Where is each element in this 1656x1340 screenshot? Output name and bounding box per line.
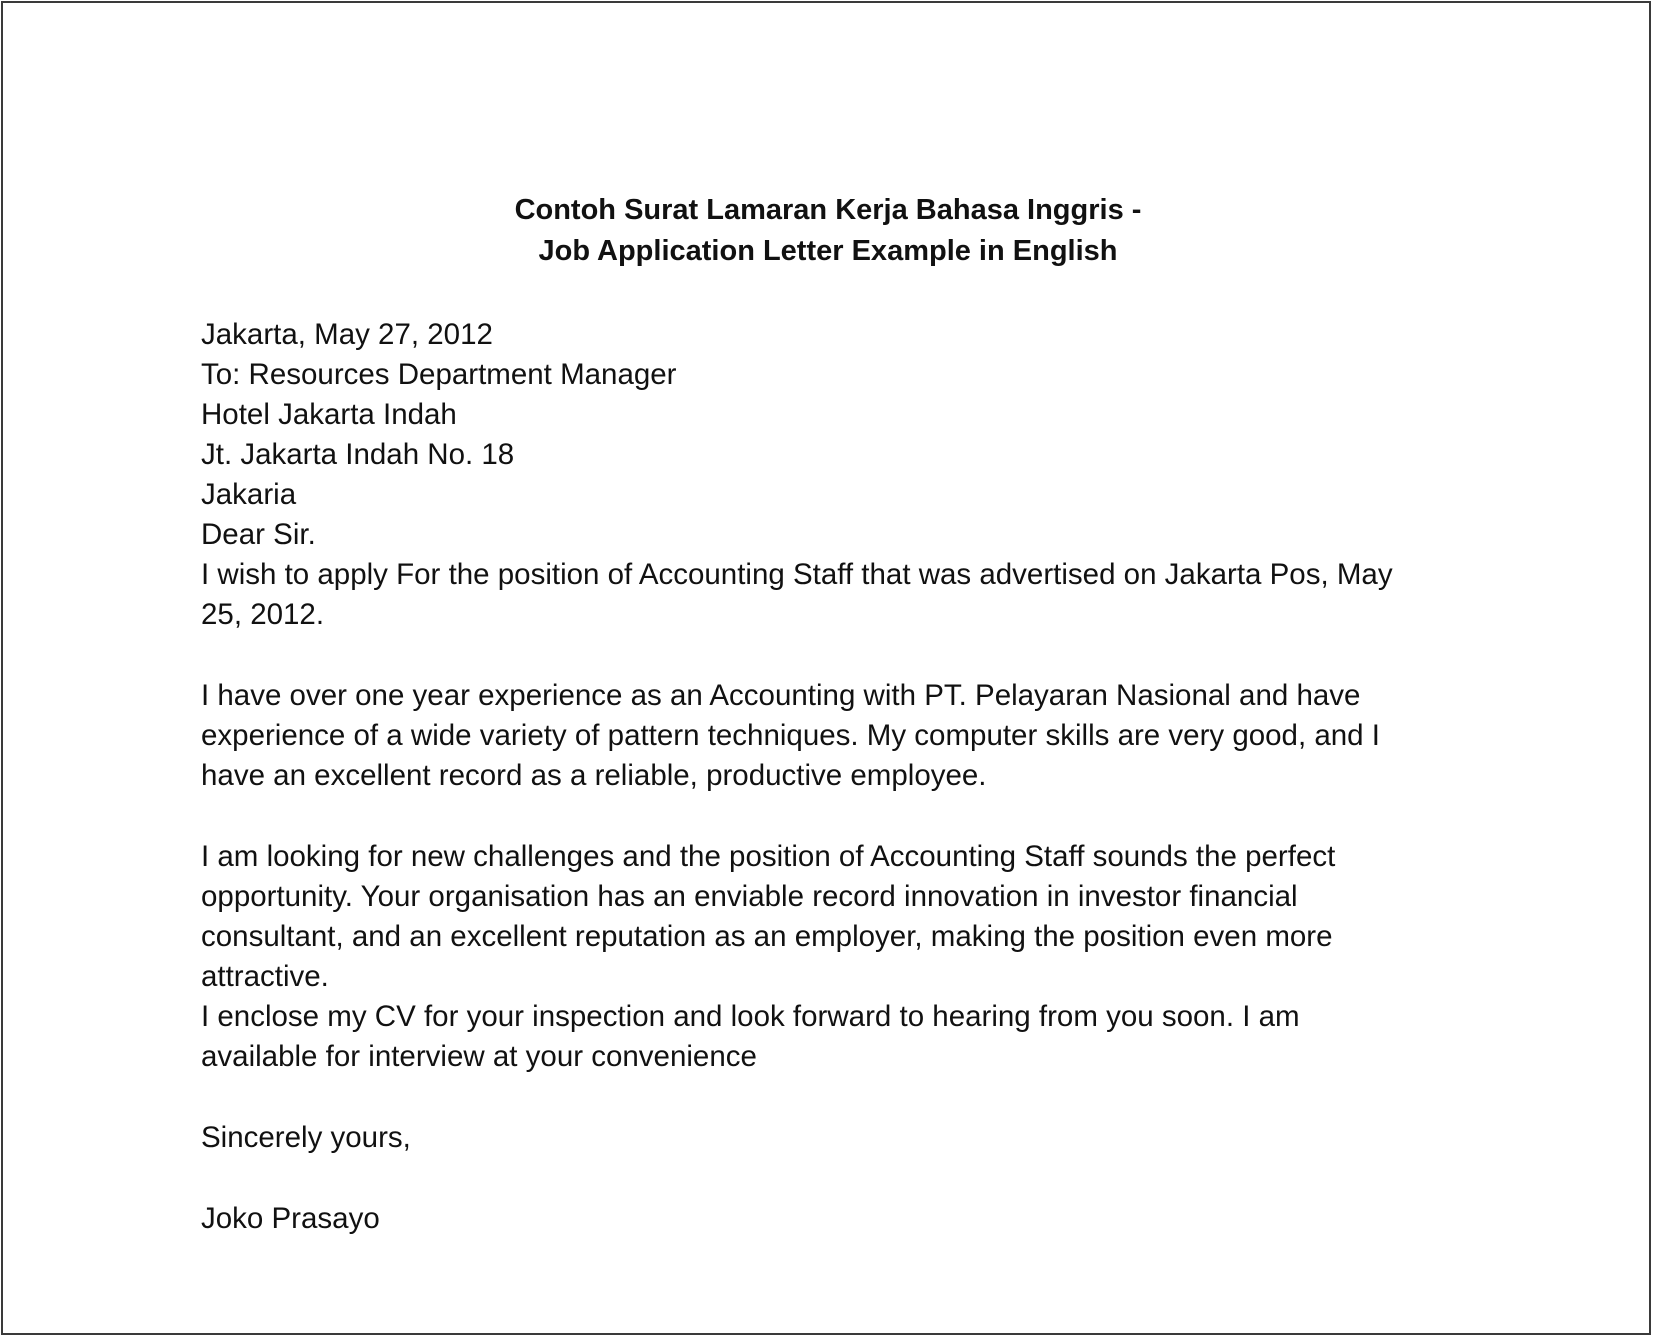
paragraph-line: available for interview at your convenience [201,1040,757,1073]
street-address: Jt. Jakarta Indah No. 18 [201,438,515,471]
recipient-line: To: Resources Department Manager [201,358,677,391]
company-name: Hotel Jakarta Indah [201,398,457,431]
letter-title [0,190,1656,272]
title-line-2: Job Application Letter Example in English [538,235,1118,267]
paragraph-line: experience of a wide variety of pattern techniques. My computer skills are very good, and I [201,719,1380,752]
paragraph-line: I enclose my CV for your inspection and look forward to hearing from you soon. I am [201,1000,1300,1033]
paragraph-line: consultant, and an excellent reputation as an employer, making the position even more [201,920,1333,953]
signature-name: Joko Prasayo [201,1202,380,1235]
paragraph-line: opportunity. Your organisation has an enviable record innovation in investor financial [201,880,1298,913]
closing: Sincerely yours, [201,1121,411,1154]
paragraph-line: I am looking for new challenges and the position of Accounting Staff sounds the perfect [201,840,1336,873]
salutation: Dear Sir. [201,518,316,551]
letter-date: Jakarta, May 27, 2012 [201,318,493,351]
paragraph-line: I wish to apply For the position of Accounting Staff that was advertised on Jakarta Pos, May [201,558,1393,591]
paragraph-line: have an excellent record as a reliable, productive employee. [201,759,987,792]
title-line-1: Contoh Surat Lamaran Kerja Bahasa Inggris - [514,194,1142,226]
city: Jakaria [201,478,297,511]
paragraph-line: 25, 2012. [201,598,325,631]
paragraph-line: attractive. [201,960,329,993]
paragraph-line: I have over one year experience as an Accounting with PT. Pelayaran Nasional and have [201,679,1361,712]
